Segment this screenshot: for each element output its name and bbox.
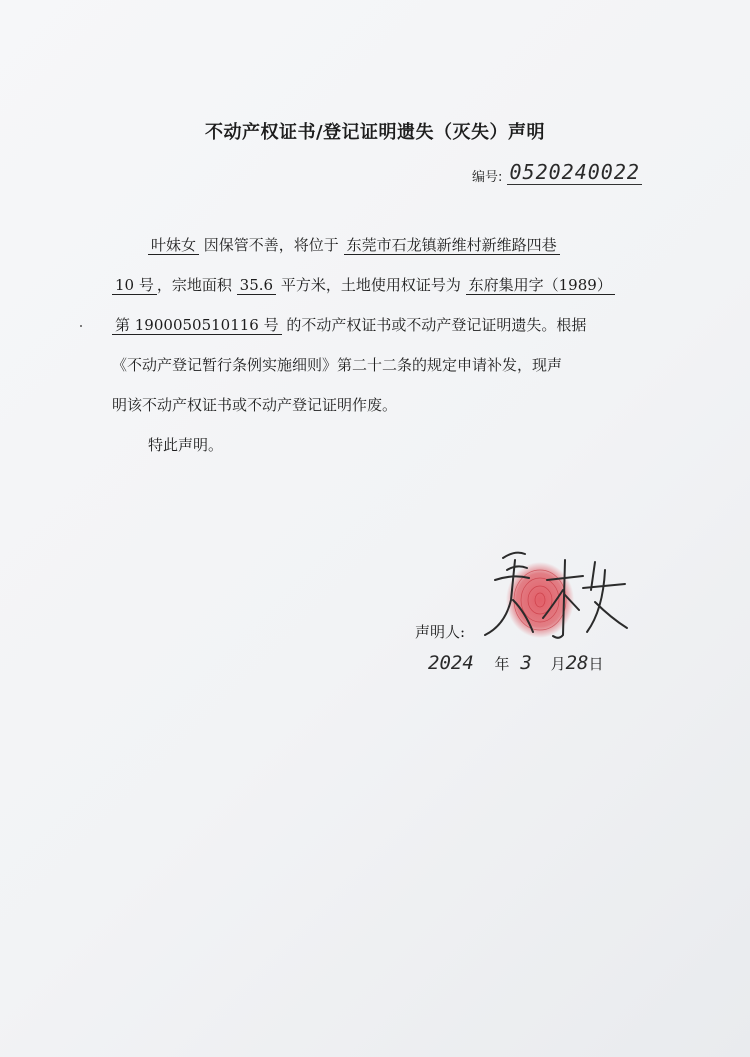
text-segment: 平方米，土地使用权证号为 — [280, 276, 461, 294]
number-value: 0520240022 — [509, 160, 640, 184]
document-title: 不动产权证书/登记证明遗失（灭失）声明 — [204, 122, 546, 143]
paragraph-line-4: 《不动产登记暂行条例实施细则》第二十二条的规定申请补发，现声 — [112, 356, 563, 374]
declaration-date — [428, 652, 604, 674]
document-number — [472, 160, 642, 185]
speck-mark — [80, 325, 82, 327]
property-address-cont: 10 号 — [112, 276, 157, 295]
closing-statement: 特此声明。 — [148, 436, 224, 454]
month-label: 月 — [550, 655, 566, 673]
day-label: 日 — [588, 655, 604, 673]
year-label: 年 — [494, 655, 510, 673]
date-month: 3 — [520, 652, 532, 674]
text-segment: 的不动产权证书或不动产登记证明遗失。根据 — [286, 316, 587, 334]
owner-name: 叶妹女 — [148, 236, 199, 255]
date-day: 28 — [565, 652, 589, 674]
paragraph-line-5: 明该不动产权证书或不动产登记证明作废。 — [112, 396, 398, 414]
declarer-label: 声明人: — [415, 623, 466, 641]
land-area: 35.6 — [237, 276, 276, 295]
text-segment: 因保管不善，将位于 — [203, 236, 339, 254]
text-segment: ，宗地面积 — [156, 276, 232, 294]
certificate-number-cont: 第 1900050510116 号 — [112, 316, 282, 335]
paragraph-line-3 — [112, 318, 586, 333]
paragraph-line-2 — [112, 278, 615, 293]
property-address: 东莞市石龙镇新维村新维路四巷 — [344, 236, 560, 255]
certificate-number: 东府集用字（1989） — [466, 276, 615, 295]
date-year: 2024 — [428, 652, 474, 674]
signature-area — [455, 540, 630, 650]
fingerprint-signature — [455, 540, 630, 650]
paragraph-line-1 — [148, 238, 560, 253]
number-label: 编号: — [472, 170, 503, 185]
